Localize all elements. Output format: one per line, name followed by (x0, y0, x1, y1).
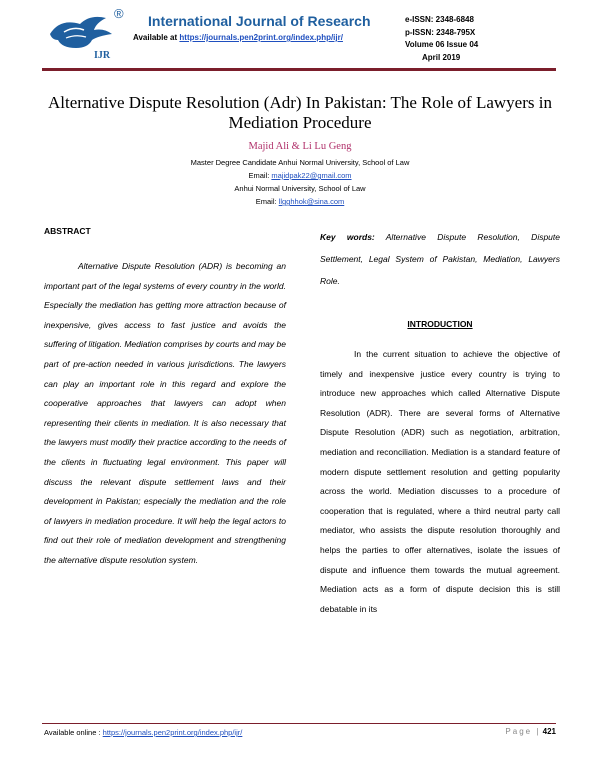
journal-title: International Journal of Research (148, 13, 371, 29)
page-indicator (505, 727, 556, 736)
affiliation-2: Anhui Normal University, School of Law (234, 184, 366, 193)
authors: Majid Ali & Li Lu Geng (248, 141, 352, 152)
affiliation-1: Master Degree Candidate Anhui Normal University, School of Law (190, 158, 410, 167)
email-link-1[interactable]: majidpak22@gmail.com (271, 171, 352, 180)
email-label-1: Email: (248, 171, 270, 180)
footer-divider (42, 723, 556, 724)
right-column (320, 226, 560, 619)
abstract-text: Alternative Dispute Resolution (ADR) is becoming an important part of the legal systems of every country in the world. Especially the mediation has getting more attraction because of inexpensive, gives access to fast justice and avoids the suffering of litigation. Mediation comprises by courts and may be part of pre-action needed in various jurisdictions. The lawyers can play an important role in this regard and explore the cooperative approaches that lawyers can adopt when representing their clients in mediation. It is also necessary that the lawyers must modify their practice according to the needs of the clients in fluctuating legal environment. This paper will discuss the relevant dispute settlement laws and their development in Pakistan; especially the mediation and the role of lawyers in mediation procedure. It will help the legal actors to find out their role of mediation development and strengthening the alternative dispute resolution system. (44, 261, 286, 565)
header-divider (42, 68, 556, 71)
available-at-line (133, 33, 343, 42)
email-label-2: Email: (255, 197, 277, 206)
introduction-text: In the current situation to achieve the objective of timely and inexpensive justice every country is trying to introduce new approaches which called Alternative Dispute Resolution (ADR). There are several forms of Alternative Dispute Resolution (ADR) such as negotiation, arbitration, mediation and reconciliation. Mediation is a standard feature of modern dispute settlement resolution and getting popularity across the world. Mediation discusses to a procedure of cooperation that is regulated, where a third neutral party call mediator, who assists the dispute resolution thoroughly and helps the parties to offer alternatives, isolate the issues of dispute and influence them towards the mutual agreement. Mediation acts as a form of dispute decision this is still debatable in its (320, 349, 560, 614)
email-line-2 (0, 197, 600, 206)
email-line-1 (0, 171, 600, 180)
journal-logo (44, 6, 124, 60)
issn-block (405, 14, 478, 64)
keywords-text: Alternative Dispute Resolution, Dispute Settlement, Legal System of Pakistan, Mediation, Lawyers Role. (320, 232, 560, 286)
pissn: p-ISSN: 2348-795X (405, 27, 476, 37)
keywords-paragraph (320, 226, 560, 292)
volume-issue: Volume 06 Issue 04 (405, 40, 479, 49)
logo-text: IJR (94, 50, 111, 60)
registered-mark: ® (114, 6, 124, 21)
paper-title: Alternative Dispute Resolution (Adr) In Pakistan: The Role of Lawyers in Mediation Procedure (48, 93, 552, 132)
page-number: 421 (542, 727, 556, 736)
introduction-heading: INTRODUCTION (407, 319, 473, 329)
abstract-heading: ABSTRACT (44, 226, 91, 236)
pegasus-logo-icon (44, 10, 124, 60)
eissn: e-ISSN: 2348-6848 (405, 15, 474, 24)
keywords-label: Key words: (320, 232, 375, 242)
footer-url-link[interactable]: https://journals.pen2print.org/index.php/ijr/ (102, 728, 243, 737)
abstract-column (44, 226, 286, 571)
issue-date: April 2019 (422, 52, 461, 62)
page-label: Page | (505, 727, 541, 736)
footer-available-label: Available online : (44, 728, 101, 737)
footer-available-online (44, 728, 242, 737)
available-at-label: Available at (133, 33, 178, 42)
journal-url-link[interactable]: https://journals.pen2print.org/index.php/ijr/ (179, 33, 343, 42)
email-link-2[interactable]: llgghhok@sina.com (278, 197, 345, 206)
